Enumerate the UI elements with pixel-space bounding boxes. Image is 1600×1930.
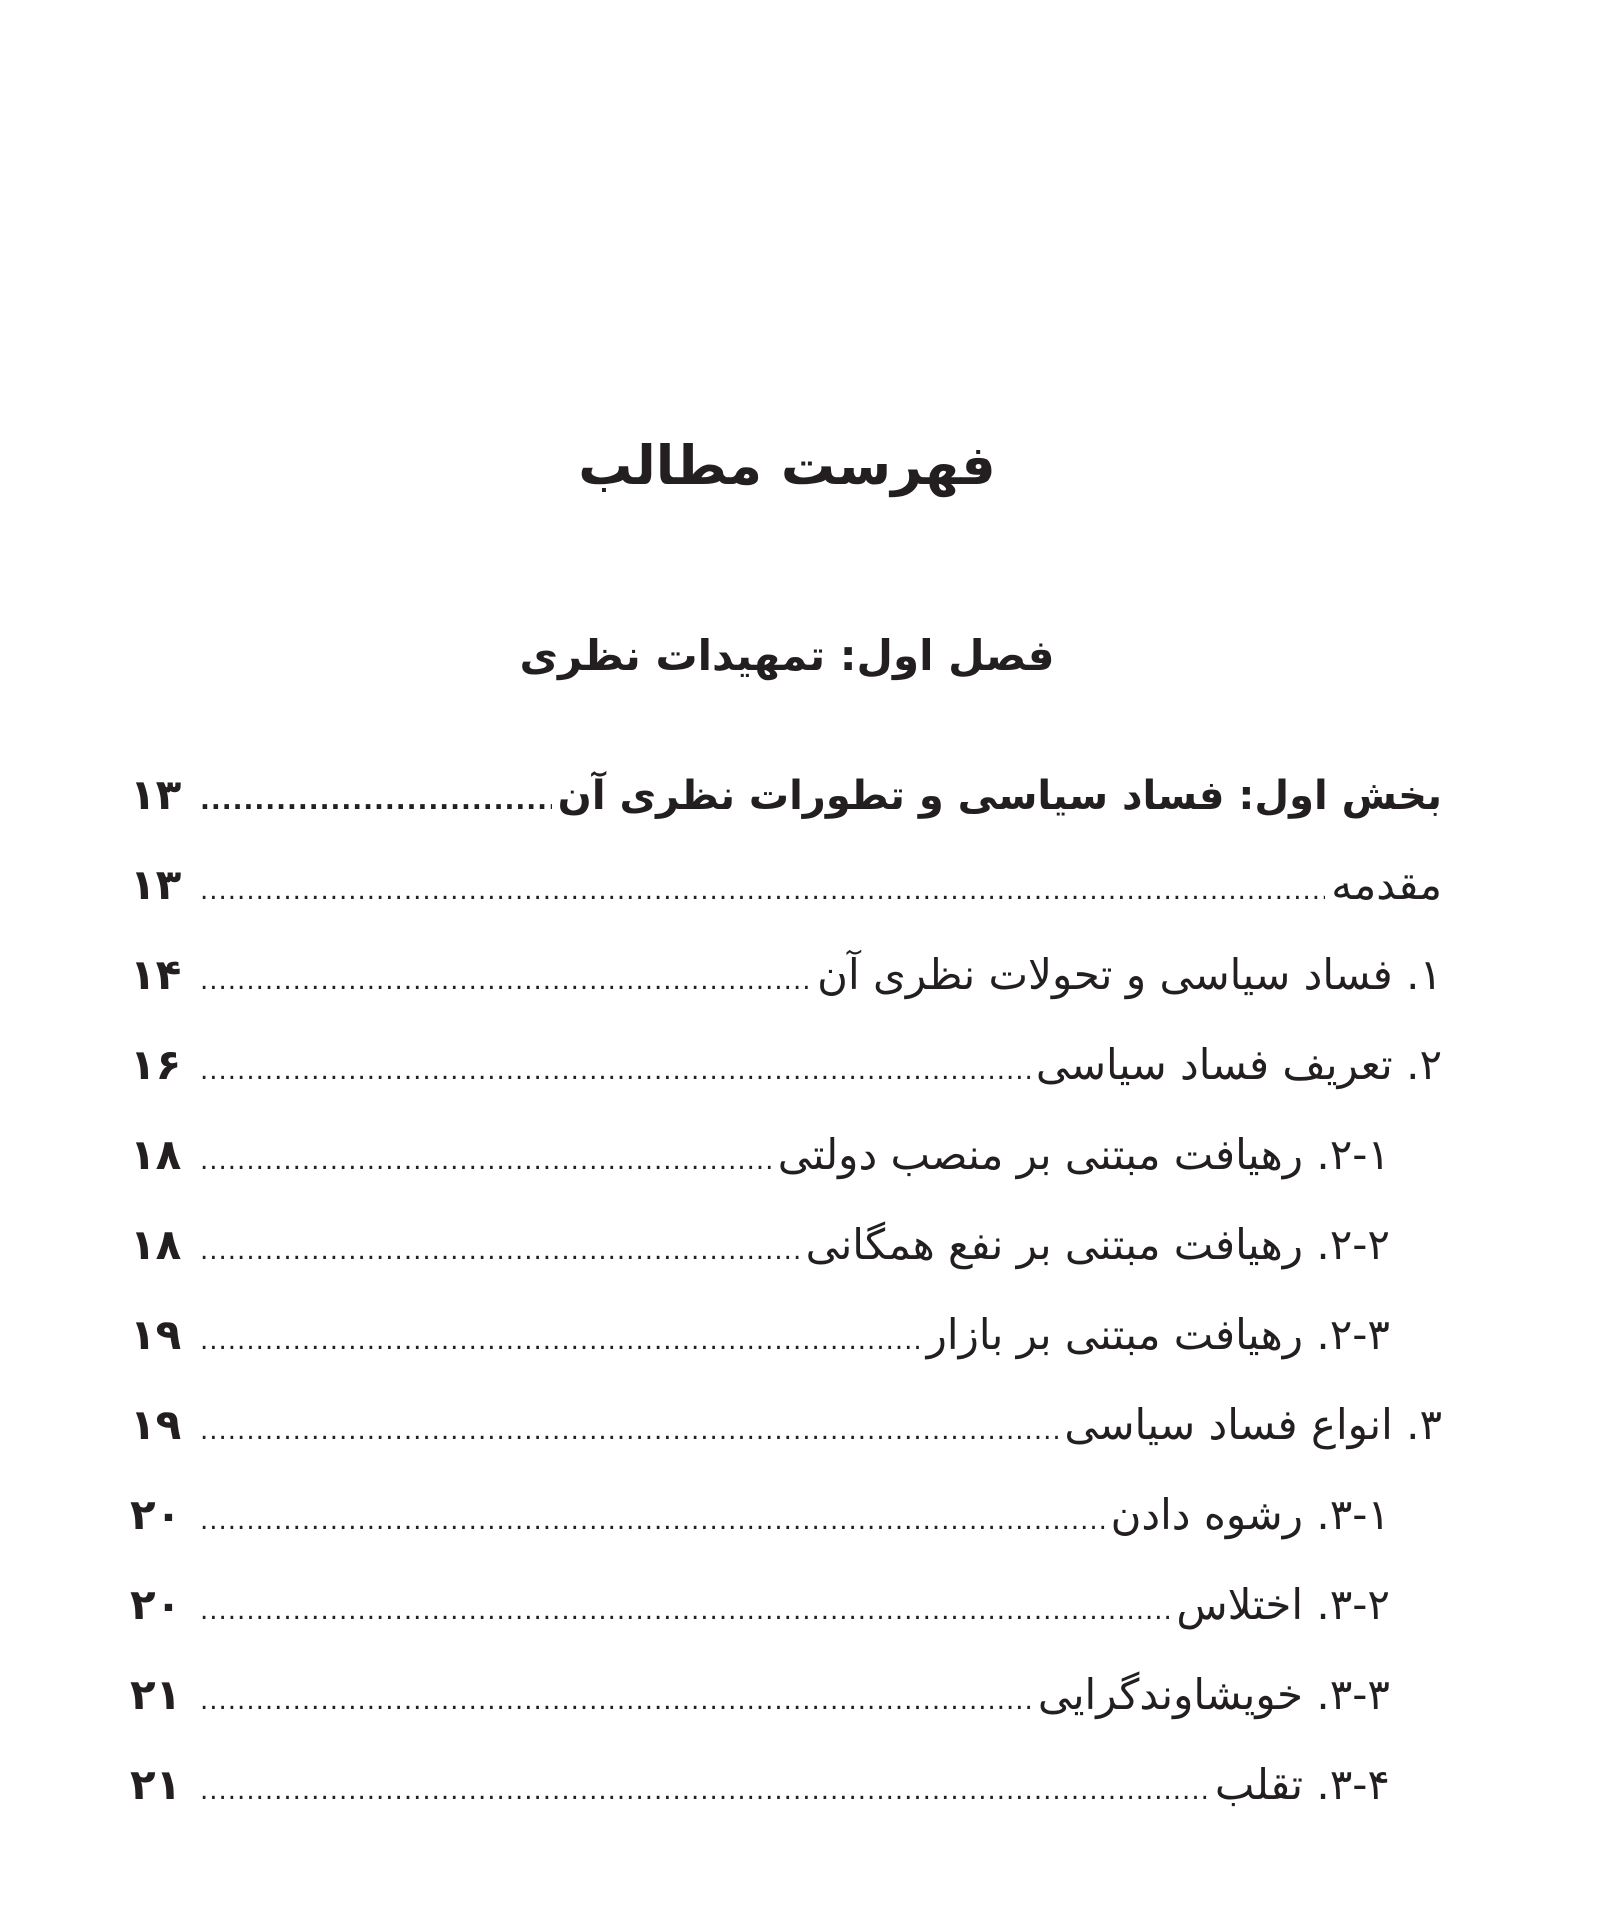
dot-leader — [200, 1476, 1105, 1566]
dot-leader — [200, 936, 811, 1026]
toc-entry-title: ۲. تعریف فساد سیاسی — [1035, 1040, 1442, 1089]
toc-entry-title: ۲-۲. رهیافت مبتنی بر نفع همگانی — [805, 1220, 1390, 1269]
toc-page-number: ۱۶ — [130, 1040, 182, 1089]
toc-entry-title: مقدمه — [1331, 860, 1442, 909]
dot-leader — [200, 1656, 1032, 1746]
dot-leader — [200, 1566, 1170, 1656]
dot-leader — [200, 1296, 921, 1386]
toc-entry-title: ۳. انواع فساد سیاسی — [1064, 1400, 1442, 1449]
toc-page-number: ۱۸ — [130, 1130, 182, 1179]
toc-entry-title: ۳-۴. تقلب — [1214, 1760, 1390, 1809]
toc-entry-section-2[interactable] — [130, 1020, 1442, 1110]
dot-leader — [200, 1386, 1058, 1476]
toc-entry-section-3-1[interactable] — [130, 1470, 1442, 1560]
toc-entry-title: ۳-۲. اختلاس — [1176, 1580, 1390, 1629]
toc-page-number: ۲۰ — [130, 1490, 182, 1539]
toc-entry-title: ۲-۱. رهیافت مبتنی بر منصب دولتی — [777, 1130, 1390, 1179]
toc-page-number: ۲۱ — [130, 1670, 182, 1719]
dot-leader — [200, 846, 1325, 936]
toc-entry-section-3-4[interactable] — [130, 1740, 1442, 1830]
toc-page-number: ۱۳ — [130, 770, 182, 819]
dot-leader — [200, 1746, 1209, 1836]
toc-page-number: ۱۸ — [130, 1220, 182, 1269]
toc-entry-section-2-3[interactable] — [130, 1290, 1442, 1380]
toc-page-number: ۱۴ — [130, 950, 182, 999]
toc-entry-title: ۳-۳. خویشاوندگرایی — [1037, 1670, 1390, 1719]
toc-page-number: ۱۹ — [130, 1400, 182, 1449]
toc-page-number: ۱۳ — [130, 860, 182, 909]
toc-entry-section-2-2[interactable] — [130, 1200, 1442, 1290]
toc-entry-part-one[interactable] — [130, 750, 1442, 840]
toc-entry-title: ۱. فساد سیاسی و تحولات نظری آن — [817, 950, 1442, 999]
dot-leader — [200, 1026, 1030, 1116]
toc-page-number: ۲۱ — [130, 1760, 182, 1809]
toc-entry-introduction[interactable] — [130, 840, 1442, 930]
toc-entry-title: بخش اول: فساد سیاسی و تطورات نظری آن — [557, 773, 1442, 819]
dot-leader — [200, 1206, 800, 1296]
dot-leader — [200, 756, 552, 846]
toc-page-number: ۱۹ — [130, 1310, 182, 1359]
toc-entry-section-3-3[interactable] — [130, 1650, 1442, 1740]
chapter-title: فصل اول: تمهیدات نظری — [519, 631, 1055, 680]
toc-entry-title: ۲-۳. رهیافت مبتنی بر بازار — [926, 1310, 1390, 1359]
table-of-contents — [130, 750, 1442, 1830]
toc-page-number: ۲۰ — [130, 1580, 182, 1629]
toc-entry-section-3[interactable] — [130, 1380, 1442, 1470]
toc-entry-section-3-2[interactable] — [130, 1560, 1442, 1650]
toc-entry-title: ۳-۱. رشوه دادن — [1110, 1490, 1390, 1539]
page-title: فهرست مطالب — [578, 434, 996, 497]
toc-entry-section-2-1[interactable] — [130, 1110, 1442, 1200]
toc-entry-section-1[interactable] — [130, 930, 1442, 1020]
dot-leader — [200, 1116, 772, 1206]
